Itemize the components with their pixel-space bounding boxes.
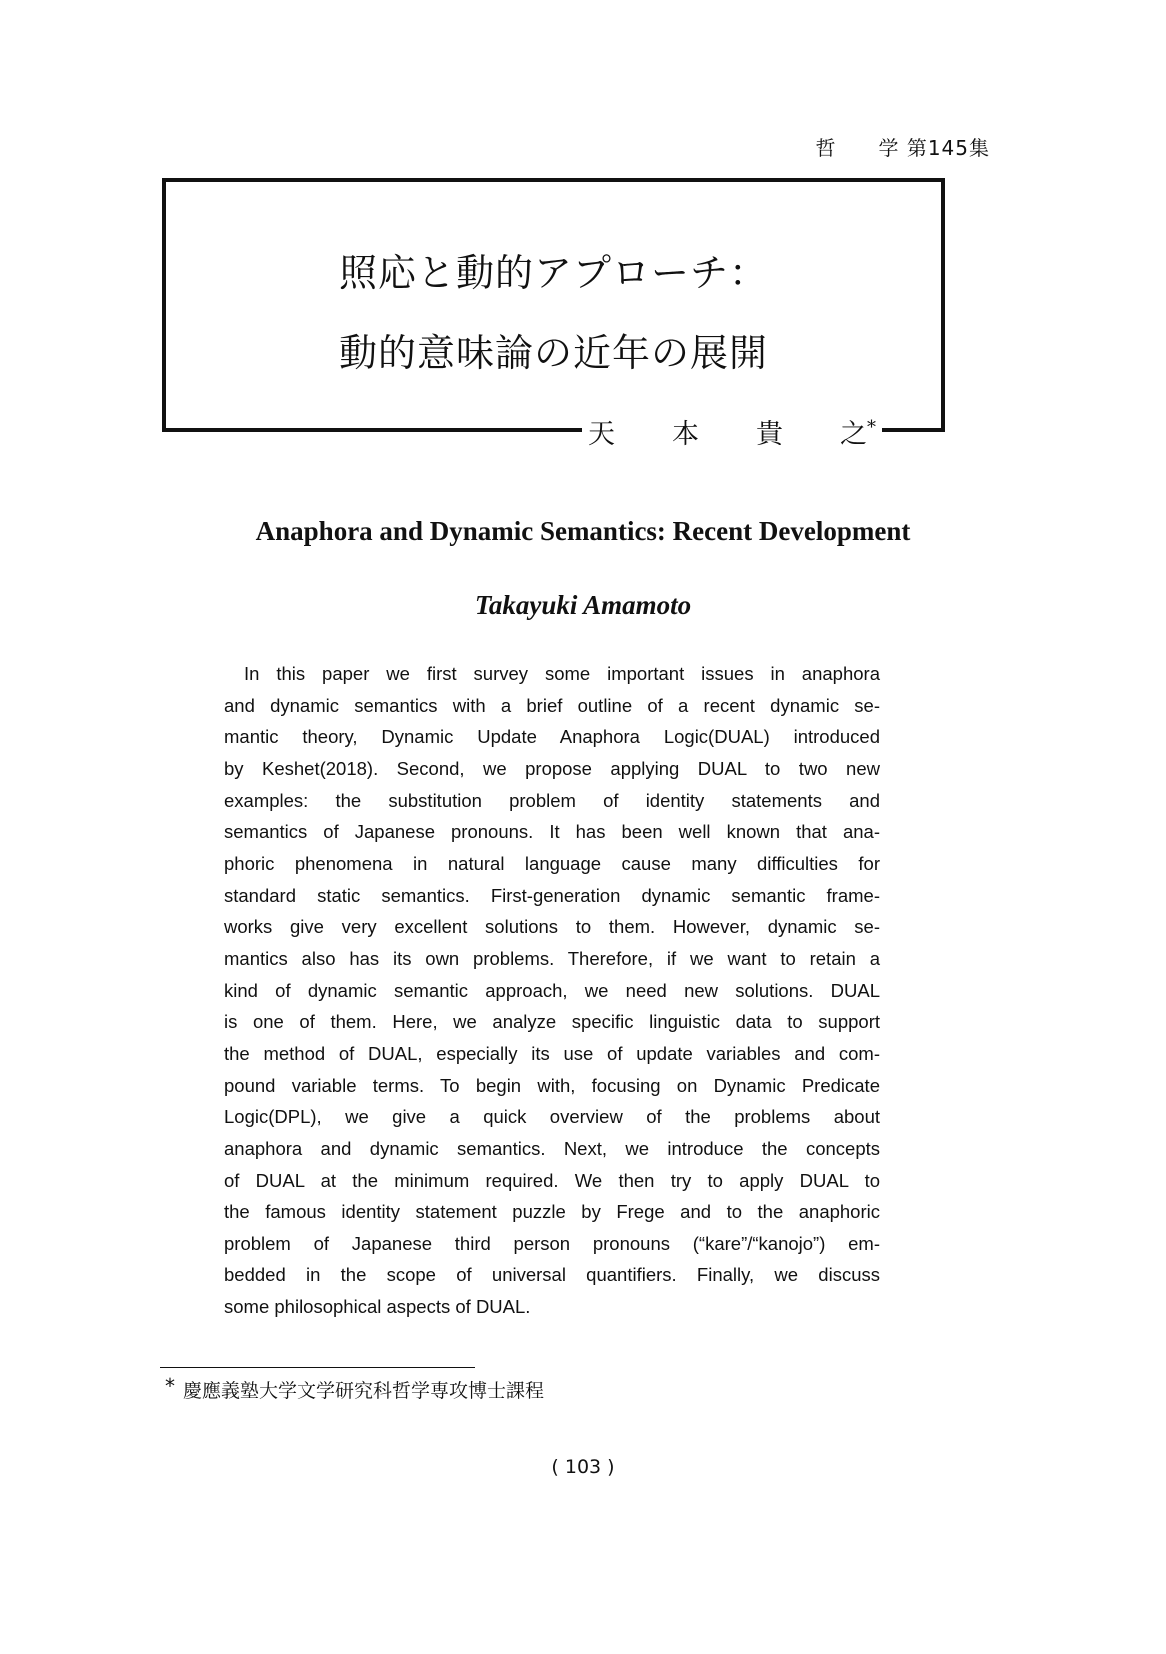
author-char: 貴	[756, 419, 783, 450]
footnote-rule	[160, 1367, 475, 1368]
abstract-line: the method of DUAL, especially its use of update variables and com-	[224, 1042, 880, 1064]
abstract-line: semantics of Japanese pronouns. It has been well known that ana-	[224, 821, 880, 843]
english-author: Takayuki Amamoto	[474, 590, 692, 620]
abstract-line: works give very excellent solutions to them. However, dynamic se-	[224, 916, 880, 938]
abstract-line: of DUAL at the minimum required. We then try to apply DUAL to	[224, 1169, 880, 1191]
abstract-line: pound variable terms. To begin with, focusing on Dynamic Predicate	[224, 1074, 880, 1096]
abstract-line: Logic(DPL), we give a quick overview of the problems about	[224, 1106, 880, 1128]
abstract-line: some philosophical aspects of DUAL.	[224, 1296, 531, 1318]
footnote-marker: *	[165, 1374, 175, 1398]
abstract-line: kind of dynamic semantic approach, we need new solutions. DUAL	[224, 979, 880, 1001]
abstract-line: the famous identity statement puzzle by Frege and to the anaphoric	[224, 1201, 880, 1223]
title-box-bottom-rule	[880, 428, 943, 432]
abstract-line: examples: the substitution problem of identity statements and	[224, 789, 880, 811]
title-box	[162, 178, 945, 432]
abstract-line: In this paper we first survey some important issues in anaphora	[244, 663, 880, 684]
japanese-title-line-1: 照応と動的アプローチ：	[338, 251, 768, 295]
page-number: ( 103 )	[551, 1456, 615, 1478]
abstract-line: problem of Japanese third person pronouns (“kare”/“kanojo”) em-	[224, 1232, 880, 1254]
abstract-line: mantics also has its own problems. Therefore, if we want to retain a	[224, 947, 880, 969]
japanese-author	[582, 412, 882, 451]
title-box-bottom-rule	[162, 428, 582, 432]
abstract-line: bedded in the scope of universal quantifiers. Finally, we discuss	[224, 1264, 880, 1286]
footnote-marker: *	[867, 417, 876, 438]
journal-header: 哲 学 第145集	[815, 136, 990, 160]
english-title: Anaphora and Dynamic Semantics: Recent Development	[255, 516, 911, 546]
footnote-text: 慶應義塾大学文学研究科哲学専攻博士課程	[183, 1380, 545, 1402]
author-char: 本	[672, 419, 699, 450]
abstract-line: and dynamic semantics with a brief outline of a recent dynamic se-	[224, 694, 880, 716]
author-char: 天	[588, 419, 615, 450]
abstract-line: anaphora and dynamic semantics. Next, we introduce the concepts	[224, 1137, 880, 1159]
abstract-line: by Keshet(2018). Second, we propose applying DUAL to two new	[224, 757, 880, 779]
abstract-line: mantic theory, Dynamic Update Anaphora Logic(DUAL) introduced	[224, 726, 880, 748]
footnote	[165, 1374, 544, 1403]
abstract-line: is one of them. Here, we analyze specific linguistic data to support	[224, 1011, 880, 1033]
author-char: 之	[840, 419, 867, 450]
abstract-line: phoric phenomena in natural language cause many difficulties for	[224, 852, 880, 874]
abstract	[224, 658, 880, 1323]
japanese-title-line-2: 動的意味論の近年の展開	[338, 331, 768, 375]
abstract-line: standard static semantics. First-generation dynamic semantic frame-	[224, 884, 880, 906]
